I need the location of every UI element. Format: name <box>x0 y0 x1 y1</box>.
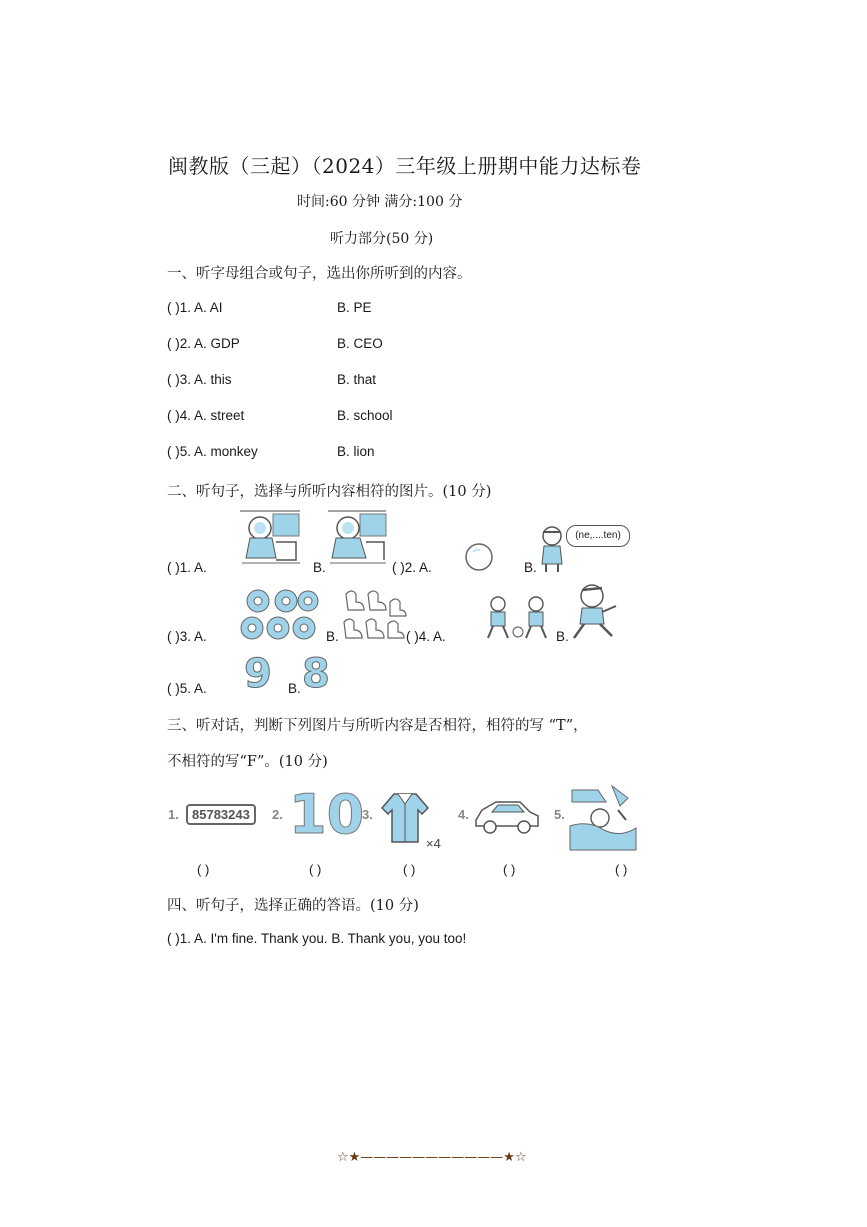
s1-item-5-b: B. lion <box>337 444 375 459</box>
jacket-picture <box>380 790 430 846</box>
s1-item-3-a: ( )3. A. this <box>167 372 232 387</box>
s2-item-2-a: ( )2. A. <box>392 560 432 575</box>
boy-sitting-picture <box>326 508 388 566</box>
kids-playing-football-picture <box>484 594 550 642</box>
s3-answer-blank-1[interactable]: ( ) <box>197 862 210 877</box>
section2-heading: 二、听句子，选择与所听内容相符的图片。(10 分) <box>167 484 492 500</box>
s1-item-2-a: ( )2. A. GDP <box>167 336 240 351</box>
section3-heading-line1: 三、听对话，判断下列图片与所听内容是否相符，相符的写 “T”， <box>167 718 588 734</box>
s2-item-4-b-label: B. <box>556 629 569 644</box>
speech-bubble: (ne,....ten) <box>566 525 630 547</box>
s3-answer-blank-4[interactable]: ( ) <box>503 862 516 877</box>
section4-heading: 四、听句子，选择正确的答语。(10 分) <box>167 898 419 914</box>
s1-item-3-b: B. that <box>337 372 377 387</box>
counting-boy-picture <box>538 524 568 574</box>
s1-item-1-b: B. PE <box>337 300 372 315</box>
listening-part-heading: 听力部分(50 分) <box>330 231 434 247</box>
s3-answer-blank-2[interactable]: ( ) <box>309 862 322 877</box>
page-footer-decoration: ☆★———————————★☆ <box>337 1150 527 1165</box>
s1-item-4-b: B. school <box>337 408 393 423</box>
s1-item-1-a: ( )1. A. AI <box>167 300 223 315</box>
s3-label-3: 3. <box>362 807 373 822</box>
s3-label-4: 4. <box>458 807 469 822</box>
section1-heading: 一、听字母组合或句子，选出你所听到的内容。 <box>167 266 472 282</box>
boy-running-picture <box>568 582 620 642</box>
page-title: 闽教版（三起）（2024）三年级上册期中能力达标卷 <box>168 154 642 178</box>
ball-picture <box>464 542 494 572</box>
number-ten-picture: 10 <box>289 783 365 846</box>
car-picture <box>472 794 542 836</box>
s4-item-1: ( )1. A. I'm fine. Thank you. B. Thank you, you too! <box>167 931 467 946</box>
s3-label-1: 1. <box>168 807 179 822</box>
ducks-picture <box>338 588 408 644</box>
seaside-scene-picture <box>568 780 638 852</box>
s3-answer-blank-5[interactable]: ( ) <box>615 862 628 877</box>
s2-item-1-b-label: B. <box>313 560 326 575</box>
s2-item-5-a: ( )5. A. <box>167 681 207 696</box>
s1-item-5-a: ( )5. A. monkey <box>167 444 258 459</box>
six-flowers-picture <box>238 588 322 642</box>
s3-label-5: 5. <box>554 807 565 822</box>
s3-answer-blank-3[interactable]: ( ) <box>403 862 416 877</box>
time-score-line: 时间:60 分钟 满分:100 分 <box>297 194 463 210</box>
s2-item-5-b-label: B. <box>288 681 301 696</box>
s3-label-2: 2. <box>272 807 283 822</box>
digit-nine-picture: 9 <box>244 651 272 697</box>
s2-item-4-a: ( )4. A. <box>406 629 446 644</box>
s2-item-2-b-label: B. <box>524 560 537 575</box>
girl-sitting-picture <box>238 508 302 566</box>
s2-item-3-b-label: B. <box>326 629 339 644</box>
s2-item-3-a: ( )3. A. <box>167 629 207 644</box>
times-four-label: ×4 <box>426 836 441 851</box>
s1-item-2-b: B. CEO <box>337 336 383 351</box>
phone-number-picture: 85783243 <box>186 804 256 825</box>
digit-eight-picture: 8 <box>302 651 330 697</box>
section3-heading-line2: 不相符的写“F”。(10 分) <box>167 754 328 770</box>
s2-item-1-a: ( )1. A. <box>167 560 207 575</box>
s1-item-4-a: ( )4. A. street <box>167 408 245 423</box>
